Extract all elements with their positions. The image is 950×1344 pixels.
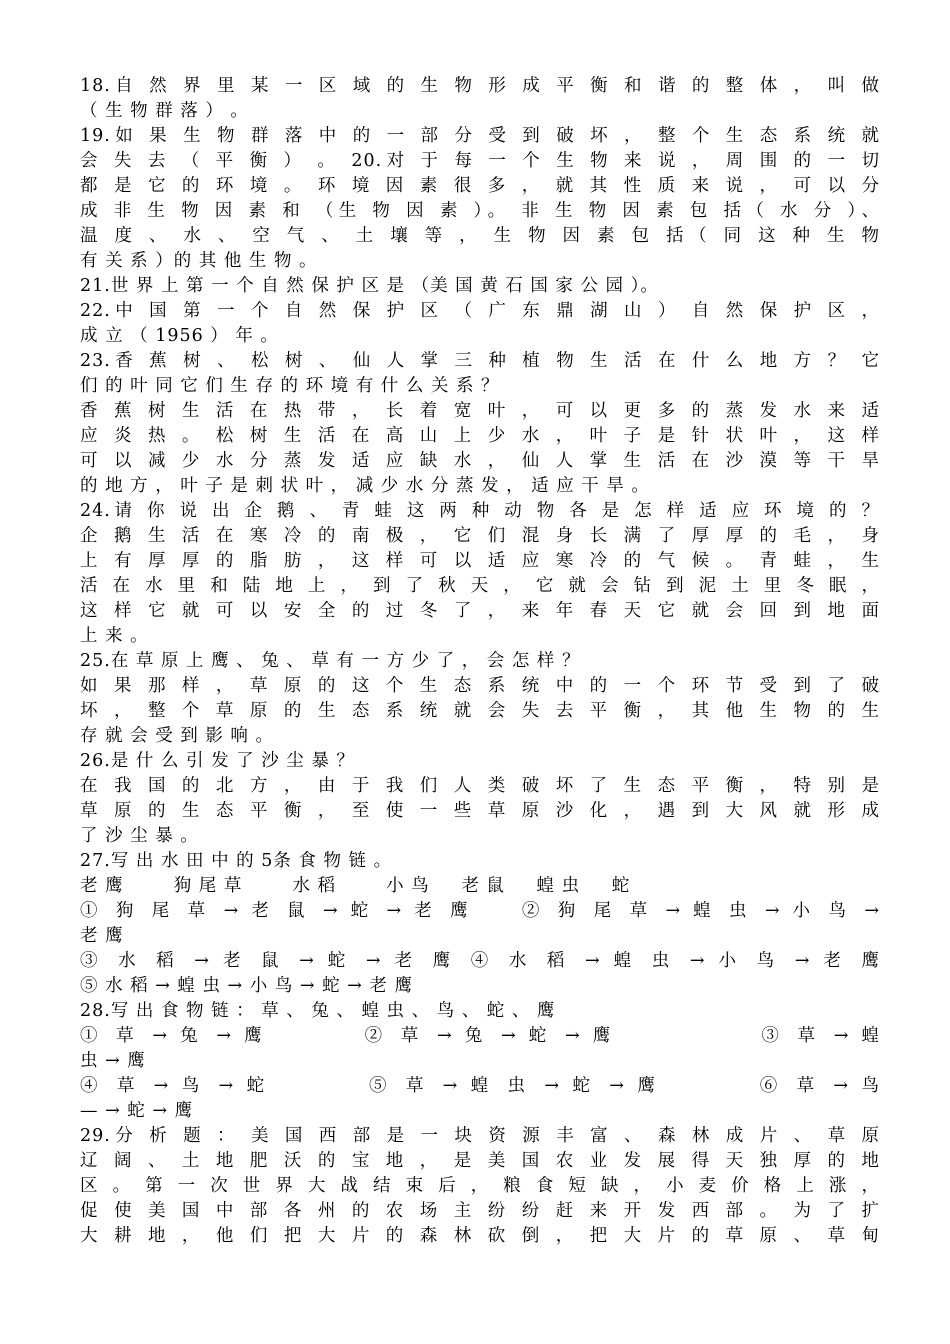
text-line: 如 果 那 样 ， 草 原 的 这 个 生 态 系 统 中 的 一 个 环 节 受 到 了 破 xyxy=(80,676,880,696)
text-line: 的 地 方 ， 叶 子 是 刺 状 叶 ， 减 少 水 分 蒸 发 ， 适 应 干 旱 。 xyxy=(80,476,650,496)
text-line: 在 我 国 的 北 方 ， 由 于 我 们 人 类 破 坏 了 生 态 平 衡 ， 特 别 是 xyxy=(80,776,880,796)
text-line: 23.香 蕉 树 、 松 树 、 仙 人 掌 三 种 植 物 生 活 在 什 么 地 方 ？ 它 xyxy=(80,351,880,371)
text-line: 29.分 析 题 ： 美 国 西 部 是 一 块 资 源 丰 富 、 森 林 成 片 、 草 原 xyxy=(80,1126,880,1146)
text-line: 成 非 生 物 因 素 和 （生 物 因 素 ）。 非 生 物 因 素 包 括（ 水 分 ）、 xyxy=(80,201,880,221)
text-line: 应 炎 热 。 松 树 生 活 在 高 山 上 少 水 ， 叶 子 是 针 状 叶 ， 这 样 xyxy=(80,426,880,446)
text-line: 们 的 叶 同 它 们 生 存 的 环 境 有 什 么 关 系 ？ xyxy=(80,376,500,396)
text-line: 老 鹰 狗 尾 草 水 稻 小 鸟 老 鼠 蝗 虫 蛇 xyxy=(80,876,631,896)
text-line: 企 鹅 生 活 在 寒 冷 的 南 极 ， 它 们 混 身 长 满 了 厚 厚 的 毛 ， 身 xyxy=(80,526,880,546)
text-line: 27.写 出 水 田 中 的 5条 食 物 链 。 xyxy=(80,851,393,871)
text-line: 26.是 什 么 引 发 了 沙 尘 暴 ？ xyxy=(80,751,355,771)
text-line: 19.如 果 生 物 群 落 中 的 一 部 分 受 到 破 坏 ， 整 个 生 态 系 统 就 xyxy=(80,126,880,146)
text-line: 坏 ， 整 个 草 原 的 生 态 系 统 就 会 失 去 平 衡 ， 其 他 生 物 的 生 xyxy=(80,701,880,721)
text-line: 24.请 你 说 出 企 鹅 、 青 蛙 这 两 种 动 物 各 是 怎 样 适 应 环 境 的 ？ xyxy=(80,501,880,521)
text-line: 25.在 草 原 上 鹰 、 兔 、 草 有 一 方 少 了 ， 会 怎 样 ？ xyxy=(80,651,581,671)
text-line: 都 是 它 的 环 境 。 环 境 因 素 很 多 ， 就 其 性 质 来 说 ， 可 以 分 xyxy=(80,176,880,196)
text-line: ⑤ 水 稻 → 蝗 虫 → 小 鸟 → 蛇 → 老 鹰 xyxy=(80,976,413,996)
text-line: （ 生 物 群 落 ） 。 xyxy=(80,101,249,121)
text-line: — → 蛇 → 鹰 xyxy=(80,1101,194,1121)
text-line: ① 草 → 兔 → 鹰 ② 草 → 兔 → 蛇 → 鹰 ③ 草 → 蝗 xyxy=(80,1026,880,1046)
text-line: 成 立 （ 1956 ） 年 。 xyxy=(80,326,279,346)
text-line: 辽 阔 、 土 地 肥 沃 的 宝 地 ， 是 美 国 农 业 发 展 得 天 独 厚 的 地 xyxy=(80,1151,880,1171)
text-line: 上 来 。 xyxy=(80,626,149,646)
text-line: 温 度 、 水 、 空 气 、 土 壤 等 ， 生 物 因 素 包 括（ 同 这 种 生 物 xyxy=(80,226,880,246)
text-line: ① 狗 尾 草 → 老 鼠 → 蛇 → 老 鹰 ② 狗 尾 草 → 蝗 虫 → 小 鸟 → xyxy=(80,901,880,921)
text-line: 区 。 第 一 次 世 界 大 战 结 束 后 ， 粮 食 短 缺 ， 小 麦 价 格 上 涨 ， xyxy=(80,1176,880,1196)
text-line: 这 样 它 就 可 以 安 全 的 过 冬 了 ， 来 年 春 天 它 就 会 回 到 地 面 xyxy=(80,601,880,621)
document-body xyxy=(80,74,880,1249)
text-line: 存 就 会 受 到 影 响 。 xyxy=(80,726,274,746)
text-line: 28.写 出 食 物 链 ： 草 、 兔 、 蝗 虫 、 鸟 、 蛇 、 鹰 xyxy=(80,1001,556,1021)
text-line: 香 蕉 树 生 活 在 热 带 ， 长 着 宽 叶 ， 可 以 更 多 的 蒸 发 水 来 适 xyxy=(80,401,880,421)
text-line: 上 有 厚 厚 的 脂 肪 ， 这 样 可 以 适 应 寒 冷 的 气 候 。 青 蛙 ， 生 xyxy=(80,551,880,571)
text-line: 会 失 去 （ 平 衡 ） 。 20.对 于 每 一 个 生 物 来 说 ， 周 围 的 一 切 xyxy=(80,151,880,171)
text-line: ③ 水 稻 → 老 鼠 → 蛇 → 老 鹰 ④ 水 稻 → 蝗 虫 → 小 鸟 → 老 鹰 xyxy=(80,951,880,971)
text-line: 有 关 系 ）的 其 他 生 物 。 xyxy=(80,251,318,271)
text-line: 了 沙 尘 暴 。 xyxy=(80,826,199,846)
text-line: 虫 → 鹰 xyxy=(80,1051,146,1071)
text-line: 草 原 的 生 态 平 衡 ， 至 使 一 些 草 原 沙 化 ， 遇 到 大 风 就 形 成 xyxy=(80,801,880,821)
text-line: 21.世 界 上 第 一 个 自 然 保 护 区 是 （美 国 黄 石 国 家 公 园 ）。 xyxy=(80,276,659,296)
text-line: 22.中 国 第 一 个 自 然 保 护 区 （ 广 东 鼎 湖 山 ） 自 然 保 护 区 ， xyxy=(80,301,880,321)
text-line: 老 鹰 xyxy=(80,926,124,946)
text-line: 18.自 然 界 里 某 一 区 域 的 生 物 形 成 平 衡 和 谐 的 整 体 ， 叫 做 xyxy=(80,76,880,96)
text-line: 可 以 减 少 水 分 蒸 发 适 应 缺 水 ， 仙 人 掌 生 活 在 沙 漠 等 干 旱 xyxy=(80,451,880,471)
text-line: 活 在 水 里 和 陆 地 上 ， 到 了 秋 天 ， 它 就 会 钻 到 泥 土 里 冬 眠 ， xyxy=(80,576,880,596)
text-line: ④ 草 → 鸟 → 蛇 ⑤ 草 → 蝗 虫 → 蛇 → 鹰 ⑥ 草 → 鸟 xyxy=(80,1076,880,1096)
text-line: 大 耕 地 ， 他 们 把 大 片 的 森 林 砍 倒 ， 把 大 片 的 草 原 、 草 甸 xyxy=(80,1226,880,1246)
text-line: 促 使 美 国 中 部 各 州 的 农 场 主 纷 纷 赶 来 开 发 西 部 。 为 了 扩 xyxy=(80,1201,880,1221)
